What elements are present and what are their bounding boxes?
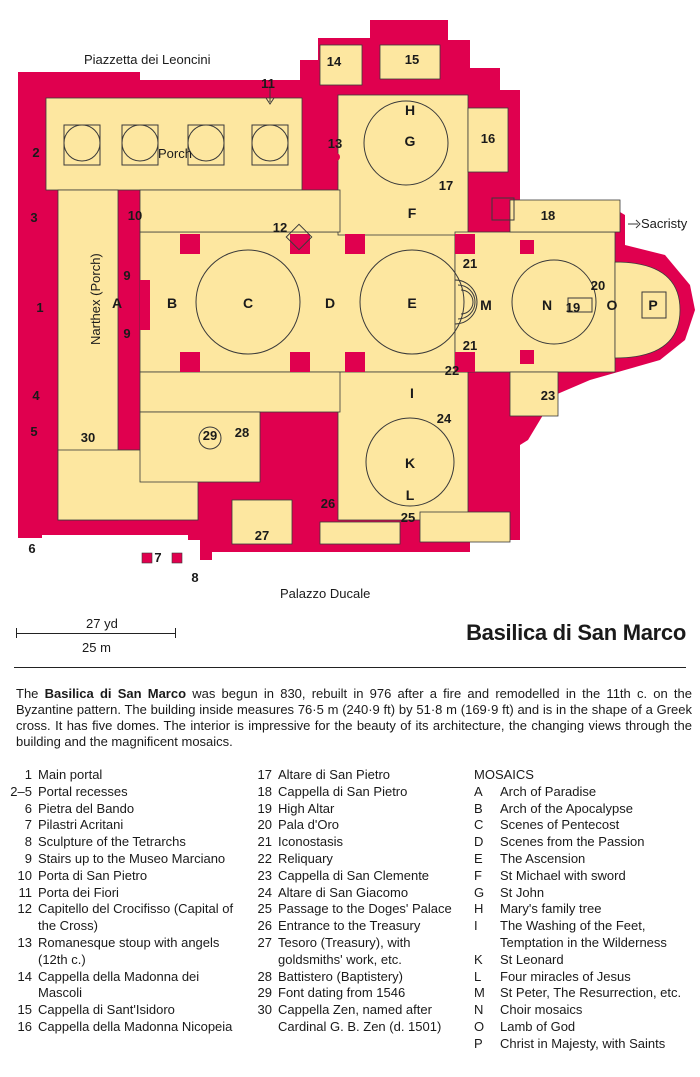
legend-item <box>474 868 694 885</box>
legend-key: 26 <box>257 918 272 934</box>
legend-text: Porta dei Fiori <box>38 884 119 900</box>
legend-text: Cappella di San Clemente <box>278 867 430 883</box>
legend-text: St Leonard <box>500 951 564 967</box>
scale-tick-right <box>175 628 176 638</box>
legend-item <box>240 985 470 1002</box>
legend-text: Portal recesses <box>38 783 128 799</box>
plan-number-21: 21 <box>462 256 478 271</box>
legend-key: 15 <box>17 1002 32 1018</box>
legend-text: Arch of Paradise <box>500 783 597 799</box>
legend-key: B <box>474 800 483 816</box>
legend-item <box>240 851 470 868</box>
legend-text: Scenes from the Passion <box>500 834 645 850</box>
legend-item <box>240 868 470 885</box>
legend-key: 24 <box>257 884 272 900</box>
legend-key: 20 <box>257 817 272 833</box>
legend-text: Font dating from 1546 <box>278 985 406 1001</box>
legend-text: Cappella della Madonna dei Mascoli <box>38 968 200 1001</box>
plan-number-14: 14 <box>326 54 342 69</box>
plan-number-16: 16 <box>480 131 496 146</box>
legend-key: 11 <box>18 884 32 900</box>
legend-key: 22 <box>257 850 272 866</box>
legend-item <box>0 885 240 902</box>
scale-bar <box>16 618 176 658</box>
legend-text: Cappella Zen, named after Cardinal G. B. Zen (d. 1501) <box>278 1002 442 1034</box>
legend-item <box>0 851 240 868</box>
legend-key: 29 <box>257 985 272 1001</box>
legend-text: Passage to the Doges' Palace <box>278 901 452 917</box>
legend-text: Pilastri Acritani <box>38 817 124 833</box>
legend-key: 30 <box>257 1002 272 1018</box>
mosaics-heading: MOSAICS <box>474 767 534 782</box>
plan-number-4: 4 <box>32 388 40 403</box>
legend-item <box>474 885 694 902</box>
intro-text <box>16 686 692 750</box>
legend-key: 14 <box>17 968 32 984</box>
plan-letter-B: B <box>166 295 178 311</box>
legend-item <box>474 784 694 801</box>
plan-number-10: 10 <box>127 208 143 223</box>
plan-number-24: 24 <box>436 411 452 426</box>
legend-item <box>474 1002 694 1019</box>
legend-item <box>474 851 694 868</box>
plan-number-5: 5 <box>30 424 38 439</box>
plan-letter-D: D <box>324 295 336 311</box>
plan-letter-C: C <box>242 295 254 311</box>
plan-number-21: 21 <box>462 338 478 353</box>
legend-item <box>240 918 470 935</box>
plan-letter-N: N <box>541 297 553 313</box>
legend-key: 13 <box>17 934 32 950</box>
legend-text: Altare di San Pietro <box>278 767 391 782</box>
legend-text: Entrance to the Treasury <box>278 918 421 934</box>
legend-item <box>474 834 694 851</box>
legend-key: P <box>474 1035 483 1051</box>
legend-key: 27 <box>257 934 272 950</box>
legend-key: 12 <box>17 901 32 917</box>
legend-text: St Michael with sword <box>500 867 626 883</box>
legend-item <box>474 901 694 918</box>
legend-item <box>240 969 470 986</box>
plan-number-6: 6 <box>28 541 36 556</box>
plan-number-8: 8 <box>191 570 199 585</box>
legend-key: D <box>474 834 484 850</box>
legend-item <box>0 901 240 935</box>
legend-text: Pala d'Oro <box>278 817 340 833</box>
legend-item <box>240 784 470 801</box>
legend-item <box>0 801 240 818</box>
legend-key: 25 <box>257 901 272 917</box>
legend-numbers-2 <box>240 767 470 1036</box>
plan-number-25: 25 <box>400 510 416 525</box>
plan-number-11: 11 <box>261 76 275 91</box>
plan-letter-O: O <box>606 297 618 313</box>
label-porch: Porch <box>158 146 192 161</box>
plan-letter-H: H <box>404 102 416 118</box>
legend-key: 1 <box>24 767 32 782</box>
legend-text: Reliquary <box>278 850 333 866</box>
plan-letter-A: A <box>111 295 123 311</box>
scale-tick-left <box>16 628 17 638</box>
legend-key: L <box>474 968 482 984</box>
legend-key: 18 <box>257 783 272 799</box>
plan-number-17: 17 <box>438 178 454 193</box>
legend-item <box>240 767 470 784</box>
legend-key: 9 <box>24 850 32 866</box>
label-palazzo: Palazzo Ducale <box>280 586 371 601</box>
legend-text: Cappella di Sant'Isidoro <box>38 1002 175 1018</box>
plan-letter-I: I <box>410 385 414 401</box>
legend-key: 23 <box>257 867 272 883</box>
legend-item <box>474 985 694 1002</box>
legend-text: Arch of the Apocalypse <box>500 800 633 816</box>
intro-post: was begun in 830, rebuilt in 976 after a fire and remodelled in the 11th c. on the Byzantine pattern. The building inside measures 76·5 m (240·9 ft) by 51·8 m (169·9 ft) and is in the shape of a Greek cross. It has five domes. The interior is impressive for the beauty of its architecture, the changing views through the building and the magnificent mosaics. <box>16 686 692 749</box>
plan-number-20: 20 <box>590 278 606 293</box>
legend-text: Cappella della Madonna Nicopeia <box>38 1018 233 1034</box>
legend-item <box>0 1019 240 1036</box>
legend-key: M <box>474 985 485 1001</box>
legend-key: C <box>474 817 484 833</box>
plan-number-9: 9 <box>123 268 131 283</box>
legend-item <box>0 767 240 784</box>
legend-key: 7 <box>24 817 32 833</box>
legend-text: The Washing of the Feet, Temptation in the Wilderness <box>500 918 667 950</box>
legend-key: A <box>474 783 483 799</box>
legend-key: G <box>474 884 485 900</box>
scale-line <box>16 633 176 634</box>
legend-item <box>0 817 240 834</box>
intro-bold: Basilica di San Marco <box>44 686 187 701</box>
legend-text: Lamb of God <box>500 1018 576 1034</box>
label-sacristy: Sacristy <box>641 216 688 231</box>
legend-text: Battistero (Baptistery) <box>278 968 403 984</box>
legend-key: 16 <box>17 1018 32 1034</box>
legend-item <box>0 834 240 851</box>
plan-number-13: 13 <box>327 136 343 151</box>
plan-letter-P: P <box>648 297 658 313</box>
plan-number-7: 7 <box>154 550 162 565</box>
legend-text: Choir mosaics <box>500 1002 583 1018</box>
plan-number-19: 19 <box>565 300 581 315</box>
legend-key: 6 <box>24 800 32 816</box>
legend-item <box>240 935 470 969</box>
plan-number-15: 15 <box>404 52 420 67</box>
plan-number-28: 28 <box>234 425 250 440</box>
page-title: Basilica di San Marco <box>466 620 686 645</box>
plan-number-23: 23 <box>540 388 556 403</box>
legend-text: St John <box>500 884 545 900</box>
legend-text: Cappella di San Pietro <box>278 783 408 799</box>
legend-item <box>474 952 694 969</box>
mosaics-list <box>474 784 694 1053</box>
legend-text: Sculpture of the Tetrarchs <box>38 834 186 850</box>
scale-yd: 27 yd <box>86 616 118 631</box>
intro-pre: The <box>16 686 45 701</box>
plan-number-3: 3 <box>30 210 38 225</box>
legend-text: Scenes of Pentecost <box>500 817 620 833</box>
legend-item <box>474 1036 694 1053</box>
legend-text: Iconostasis <box>278 834 344 850</box>
legend-key: N <box>474 1002 484 1018</box>
plan-number-27: 27 <box>254 528 270 543</box>
legend-item <box>240 1002 470 1036</box>
legend-item <box>240 801 470 818</box>
label-piazzetta: Piazzetta dei Leoncini <box>84 52 211 67</box>
legend-item <box>240 817 470 834</box>
legend-text: Romanesque stoup with angels (12th c.) <box>38 934 220 967</box>
legend-item <box>474 969 694 986</box>
legend-mosaics <box>474 767 694 1053</box>
legend-item <box>240 901 470 918</box>
plan-number-9: 9 <box>123 326 131 341</box>
plan-letter-L: L <box>405 487 415 503</box>
legend-item <box>474 801 694 818</box>
label-narthex: Narthex (Porch) <box>88 253 103 345</box>
plan-number-22: 22 <box>444 363 460 378</box>
plan-letter-G: G <box>404 133 416 149</box>
legend-key: 8 <box>24 834 32 850</box>
legend-item <box>0 868 240 885</box>
legend-key: 19 <box>257 800 272 816</box>
legend-key: O <box>474 1018 485 1034</box>
legend-item <box>474 817 694 834</box>
legend-text: St Peter, The Resurrection, etc. <box>500 985 682 1001</box>
plan-number-26: 26 <box>320 496 336 511</box>
legend-text: Tesoro (Treasury), with goldsmiths' work, etc. <box>278 934 411 967</box>
legend-key: H <box>474 901 484 917</box>
legend-text: Main portal <box>38 767 103 782</box>
legend-text: Altare di San Giacomo <box>278 884 409 900</box>
scale-m: 25 m <box>82 640 111 655</box>
plan-letter-E: E <box>407 295 417 311</box>
legend-item <box>0 1002 240 1019</box>
legend-key: 17 <box>257 767 272 782</box>
legend-item <box>0 784 240 801</box>
legend-text: Christ in Majesty, with Saints <box>500 1035 666 1051</box>
legend-key: 28 <box>257 968 272 984</box>
legend-text: Mary's family tree <box>500 901 602 917</box>
plan-number-12: 12 <box>272 220 288 235</box>
plan-number-30: 30 <box>80 430 96 445</box>
legend-key: 21 <box>257 834 272 850</box>
legend-key: E <box>474 850 483 866</box>
legend-item <box>0 935 240 969</box>
divider <box>14 667 686 668</box>
legend-item <box>0 969 240 1003</box>
plan-number-1: 1 <box>36 300 44 315</box>
legend-item <box>240 885 470 902</box>
legend-key: K <box>474 951 483 967</box>
legend-key: 10 <box>17 867 32 883</box>
legend-text: Porta di San Pietro <box>38 867 148 883</box>
legend-text: Pietra del Bando <box>38 800 135 816</box>
legend-key: 2–5 <box>10 783 32 799</box>
legend-text: Stairs up to the Museo Marciano <box>38 850 226 866</box>
plan-letter-M: M <box>480 297 492 313</box>
legend-text: High Altar <box>278 800 335 816</box>
plan-letter-F: F <box>407 205 417 221</box>
legend-text: Capitello del Crocifisso (Capital of the Cross) <box>38 901 234 934</box>
plan-letter-K: K <box>404 455 416 471</box>
legend-item <box>474 918 694 952</box>
legend-key: F <box>474 867 482 883</box>
legend-text: Four miracles of Jesus <box>500 968 631 984</box>
plan-number-18: 18 <box>540 208 556 223</box>
legend-key: I <box>474 918 478 934</box>
legend-text: The Ascension <box>500 850 586 866</box>
legend-numbers-1 <box>0 767 240 1036</box>
plan-number-2: 2 <box>32 145 40 160</box>
legend-item <box>240 834 470 851</box>
legend-item <box>474 1019 694 1036</box>
plan-number-29: 29 <box>202 428 218 443</box>
